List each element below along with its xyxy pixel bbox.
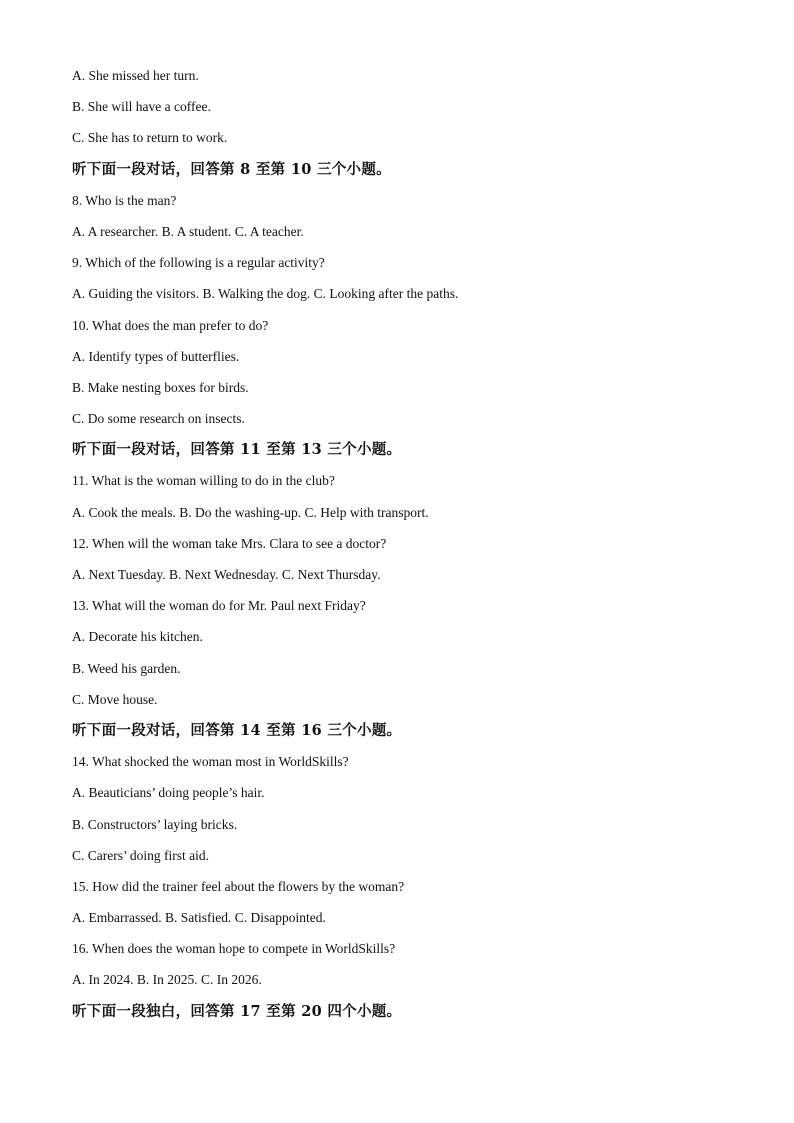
option-10a: A. Identify types of butterflies. (72, 348, 240, 364)
options-8: A. A researcher. B. A student. C. A teacher. (72, 223, 304, 239)
question-11: 11. What is the woman willing to do in the club? (72, 473, 335, 489)
question-10: 10. What does the man prefer to do? (72, 317, 269, 333)
question-16: 16. When does the woman hope to compete in WorldSkills? (72, 941, 396, 957)
option-10c: C. Do some research on insects. (72, 411, 245, 427)
question-9: 9. Which of the following is a regular activity? (72, 255, 325, 271)
question-13: 13. What will the woman do for Mr. Paul next Friday? (72, 598, 366, 614)
options-9: A. Guiding the visitors. B. Walking the dog. C. Looking after the paths. (72, 286, 459, 302)
option-7b: B. She will have a coffee. (72, 99, 211, 115)
options-15: A. Embarrassed. B. Satisfied. C. Disappointed. (72, 910, 326, 926)
option-14b: B. Constructors’ laying bricks. (72, 816, 238, 832)
question-14: 14. What shocked the woman most in WorldSkills? (72, 754, 349, 770)
option-13a: A. Decorate his kitchen. (72, 629, 203, 645)
options-11: A. Cook the meals. B. Do the washing-up. C. Help with transport. (72, 504, 429, 520)
document-page (72, 66, 732, 1033)
section-heading-17-20: 听下面一段独白，回答第 17 至第 20 四个小题。 (72, 1002, 402, 1020)
option-7c: C. She has to return to work. (72, 130, 228, 146)
section-heading-11-13: 听下面一段对话，回答第 11 至第 13 三个小题。 (72, 441, 402, 459)
question-8: 8. Who is the man? (72, 192, 177, 208)
question-12: 12. When will the woman take Mrs. Clara to see a doctor? (72, 535, 387, 551)
question-15: 15. How did the trainer feel about the flowers by the woman? (72, 878, 405, 894)
option-14c: C. Carers’ doing first aid. (72, 847, 209, 863)
options-16: A. In 2024. B. In 2025. C. In 2026. (72, 972, 262, 988)
option-13c: C. Move house. (72, 691, 158, 707)
option-10b: B. Make nesting boxes for birds. (72, 379, 249, 395)
option-13b: B. Weed his garden. (72, 660, 181, 676)
option-14a: A. Beauticians’ doing people’s hair. (72, 785, 265, 801)
section-heading-14-16: 听下面一段对话，回答第 14 至第 16 三个小题。 (72, 721, 402, 739)
options-12: A. Next Tuesday. B. Next Wednesday. C. Next Thursday. (72, 567, 381, 582)
section-heading-8-10: 听下面一段对话，回答第 8 至第 10 三个小题。 (72, 160, 391, 178)
option-7a: A. She missed her turn. (72, 68, 199, 83)
